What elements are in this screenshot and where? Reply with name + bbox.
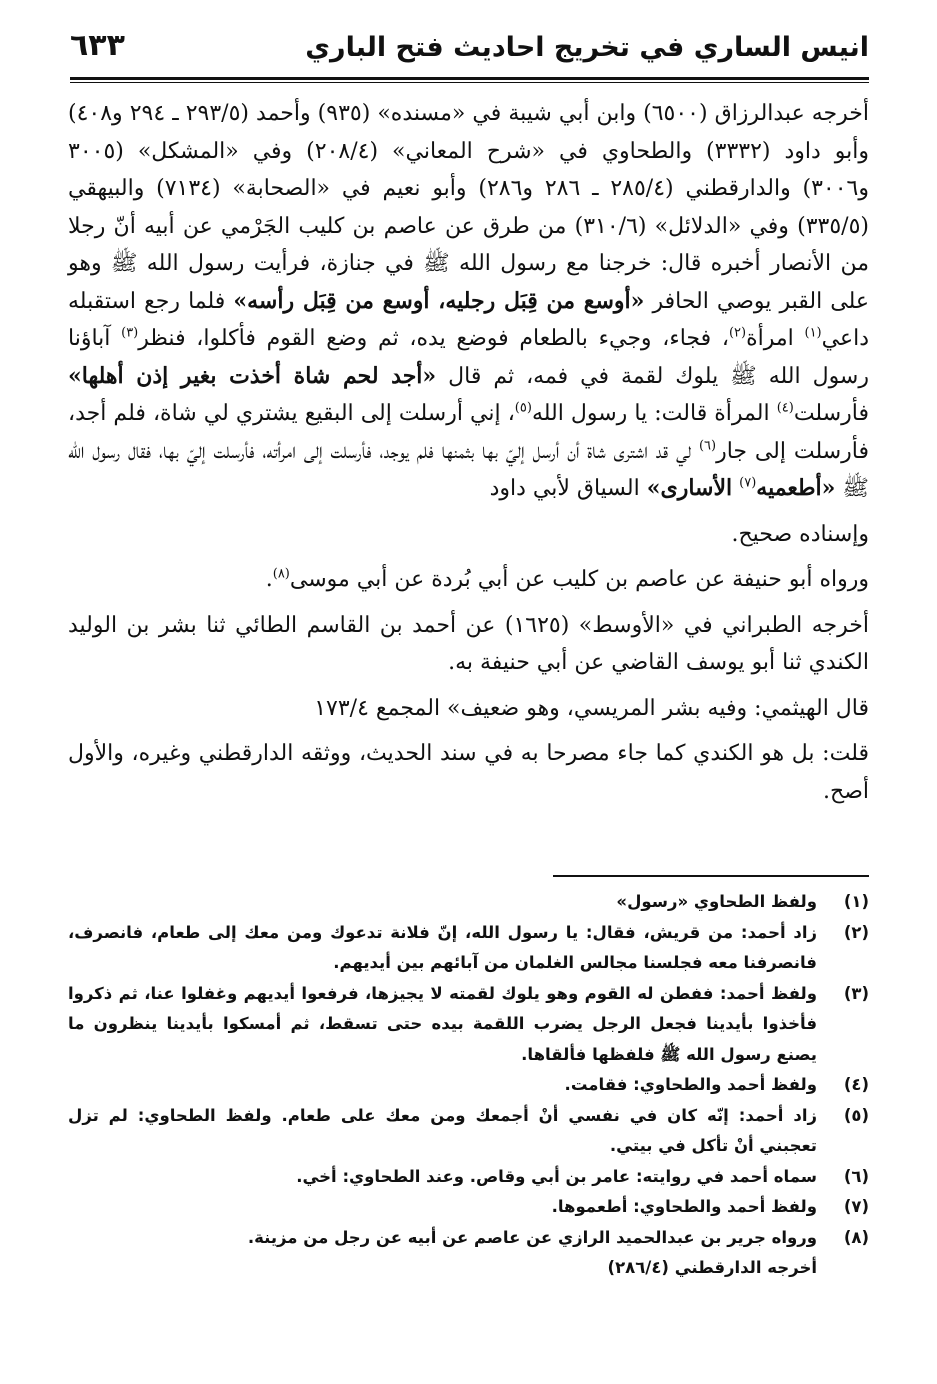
footnote-4 <box>68 1070 869 1101</box>
hadith-quote: «أطعميه <box>756 475 836 501</box>
footnote-separator <box>553 875 869 877</box>
text-run: ، إني أرسلت إلى البقيع يشتري لي شاة، فلم أجد، فأرسلت إلى جار <box>68 401 869 464</box>
footnote-3 <box>68 979 869 1071</box>
main-text <box>68 95 869 810</box>
footnote-6 <box>68 1162 869 1193</box>
footnote-5 <box>68 1101 869 1162</box>
footnote-ref-5[interactable]: (٥) <box>514 400 532 416</box>
footnote-number: (٤) <box>843 1075 869 1094</box>
footnote-ref-3[interactable]: (٣) <box>121 325 139 341</box>
text-run: آباؤنا رسول الله ﷺ يلوك لقمة في فمه، ثم قال <box>68 326 869 389</box>
hadith-quote: الأسارى» <box>646 475 733 501</box>
running-title: انيس الساري في تخريج احاديث فتح الباري <box>305 32 869 63</box>
text-run: فأرسلت <box>793 401 869 426</box>
footnote-number: (٧) <box>843 1197 869 1216</box>
footnotes <box>68 887 869 1284</box>
text-run: فلما رجع استقبله داعي <box>68 288 869 351</box>
hadith-quote: «أوسع من قِبَل رجليه، أوسع من قِبَل رأسه» <box>233 287 645 314</box>
footnote-ref-4[interactable]: (٤) <box>776 400 794 416</box>
page-header <box>70 26 869 74</box>
text-run: السياق لأبي داود <box>489 476 640 501</box>
text-run: المرأة قالت: يا رسول الله <box>531 401 770 426</box>
footnote-number: (٢) <box>843 922 869 942</box>
paragraph-conclusion: قلت: بل هو الكندي كما جاء مصرحا به في سند الحديث، ووثقه الدارقطني وغيره، والأول أصح. <box>68 741 870 804</box>
footnote-2 <box>68 918 869 979</box>
hadith-quote: «أجد لحم شاة أخذت بغير إذن أهلها» <box>68 362 437 389</box>
footnote-text: سماه أحمد في روايته: عامر بن أبي وقاص. وعند الطحاوي: أخي. <box>296 1166 817 1186</box>
page-number: ٦٣٣ <box>70 28 125 63</box>
footnote-8-source: أخرجه الدارقطني (٢٨٦/٤) <box>607 1258 817 1277</box>
footnote-number: (٣) <box>843 983 869 1003</box>
paragraph-abu-hanifa <box>68 561 869 599</box>
footnote-8 <box>68 1223 869 1254</box>
paragraph-takhrij <box>68 95 869 508</box>
footnote-ref-8[interactable]: (٨) <box>272 566 290 582</box>
header-rule <box>70 77 869 83</box>
footnote-number: (١) <box>843 892 869 911</box>
footnote-number: (٨) <box>843 1227 869 1247</box>
footnote-ref-7[interactable]: (٧) <box>739 475 757 491</box>
footnote-ref-2[interactable]: (٢) <box>728 325 747 341</box>
footnote-1 <box>68 887 869 918</box>
text-run: لي قد اشترى شاة أن أرسل إليّ بها بثمنها فلم يوجد، فأرسلت إلى امرأته، فأرسلت إليّ بها، فقال رسول الله ﷺ <box>68 438 869 501</box>
footnote-text: ولفظ أحمد: ففطن له القوم وهو يلوك لقمته لا يجيزها، فرفعوا أيديهم وغفلوا عنا، ثم ذكروا فأخذوا بأيدينا فجعل الرجل يضرب اللقمة بيده حتى تسقط، ثم أمسكوا بأيدينا ينظرون ما يصنع رسول الله ﷺ فلفظها فألقاها. <box>68 983 817 1064</box>
footnote-ref-1[interactable]: (١) <box>804 325 822 341</box>
text-run: ، فجاء، وجيء بالطعام فوضع يده، ثم وضع القوم فأكلوا، فنظر <box>138 326 729 351</box>
paragraph-grading: وإسناده صحيح. <box>731 521 869 547</box>
paragraph-haythami: قال الهيثمي: وفيه بشر المريسي، وهو ضعيف» المجمع ١٧٣/٤ <box>314 695 869 721</box>
text-run: . <box>265 567 273 592</box>
text-run: أخرجه عبدالرزاق (٦٥٠٠) وابن أبي شيبة في «مسنده» (٩٣٥) وأحمد (٢٩٣/٥ ـ ٢٩٤ و٤٠٨) وأبو داود (٣٣٣٢) والطحاوي في «شرح المعاني» (٢٠٨/٤) وفي «المشكل» (٣٠٠٥ و٣٠٠٦) والدارقطني (٢٨٥/٤ ـ ٢٨٦ و٢٨٦) وأبو نعيم في «الصحابة» (٧١٣٤) والبيهقي (٣٣٥/٥) وفي «الدلائل» (٣١٠/٦) من طرق عن عاصم بن كليب الجَرْمي عن أبيه أنّ رجلا من الأنصار أخبره قال: خرجنا مع رسول الله ﷺ في جنازة، فرأيت رسول الله ﷺ وهو على القبر يوصي الحافر <box>68 101 870 314</box>
text-run: امرأة <box>746 326 794 351</box>
footnote-text: ورواه جرير بن عبدالحميد الرازي عن عاصم عن أبيه عن رجل من مزينة. <box>247 1227 817 1247</box>
footnote-text: زاد أحمد: إنّه كان في نفسي أنْ أجمعك ومن معك على طعام. ولفظ الطحاوي: لم تزل تعجبني أنْ تأكل في بيتي. <box>68 1105 817 1155</box>
footnote-number: (٥) <box>843 1105 869 1125</box>
footnote-text: ولفظ أحمد والطحاوي: أطعموها. <box>551 1197 817 1216</box>
text-run: ورواه أبو حنيفة عن عاصم بن كليب عن أبي بُردة عن أبي موسى <box>289 567 869 592</box>
footnote-number: (٦) <box>843 1166 869 1186</box>
footnote-text: ولفظ الطحاوي «رسول» <box>616 892 817 911</box>
footnote-text: ولفظ أحمد والطحاوي: فقامت. <box>564 1075 817 1094</box>
paragraph-tabarani: أخرجه الطبراني في «الأوسط» (١٦٢٥) عن أحمد بن القاسم الطائي ثنا بشر بن الوليد الكندي ثنا أبو يوسف القاضي عن أبي حنيفة به. <box>68 612 869 675</box>
footnote-text: زاد أحمد: من قريش، فقال: يا رسول الله، إنّ فلانة تدعوك ومن معك إلى طعام، فانصرف، فانصرفنا معه فجلسنا مجالس الغلمان من آبائهم بين أيديهم. <box>68 922 817 972</box>
footnote-ref-6[interactable]: (٦) <box>698 438 717 454</box>
footnote-7 <box>68 1192 869 1223</box>
